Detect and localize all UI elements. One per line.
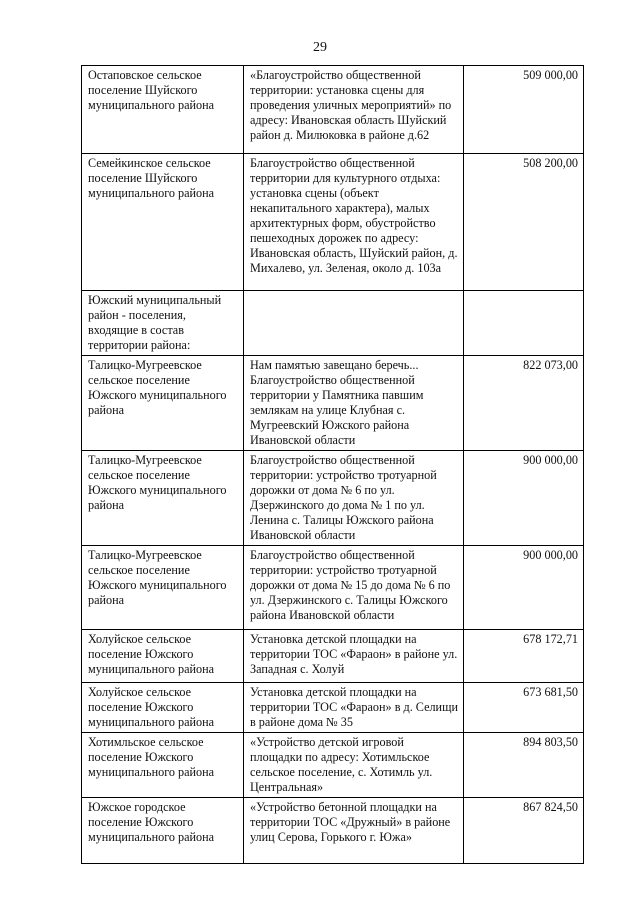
table-row (82, 546, 584, 630)
table-row (82, 291, 584, 356)
table-row (82, 798, 584, 864)
table-row (82, 733, 584, 798)
municipality-cell: Остаповское сельское поселение Шуйского муниципального района (82, 66, 244, 154)
amount-cell: 894 803,50 (464, 733, 584, 798)
amount-cell: 867 824,50 (464, 798, 584, 864)
project-cell: Нам памятью завещано беречь... Благоустройство общественной территории у Памятника павшим землякам на улице Клубная с. Мугреевский Южского района Ивановской области (244, 356, 464, 451)
amount-cell: 678 172,71 (464, 630, 584, 683)
amount-cell: 900 000,00 (464, 546, 584, 630)
amount-cell: 673 681,50 (464, 683, 584, 733)
municipality-cell: Талицко-Мугреевское сельское поселение Южского муниципального района (82, 546, 244, 630)
municipality-cell: Семейкинское сельское поселение Шуйского муниципального района (82, 154, 244, 291)
project-cell: «Устройство детской игровой площадки по адресу: Хотимльское сельское поселение, с. Хотимль ул. Центральная» (244, 733, 464, 798)
municipality-cell: Талицко-Мугреевское сельское поселение Южского муниципального района (82, 451, 244, 546)
page-number: 29 (313, 40, 327, 55)
project-cell: Благоустройство общественной территории: устройство тротуарной дорожки от дома № 15 до дома № 6 по ул. Дзержинского с. Талицы Южского района Ивановской области (244, 546, 464, 630)
project-cell: Благоустройство общественной территории: устройство тротуарной дорожки от дома № 6 по ул. Дзержинского до дома № 1 по ул. Ленина с. Талицы Южского района Ивановской области (244, 451, 464, 546)
project-cell: «Благоустройство общественной территории: установка сцены для проведения уличных мероприятий» по адресу: Ивановская область Шуйский район д. Милюковка в районе д.62 (244, 66, 464, 154)
budget-table (81, 65, 584, 864)
project-cell: «Устройство бетонной площадки на территории ТОС «Дружный» в районе улиц Серова, Горького г. Южа» (244, 798, 464, 864)
project-cell: Установка детской площадки на территории ТОС «Фараон» в д. Селищи в районе дома № 35 (244, 683, 464, 733)
table-row (82, 356, 584, 451)
amount-cell: 509 000,00 (464, 66, 584, 154)
municipality-cell: Холуйское сельское поселение Южского муниципального района (82, 630, 244, 683)
municipality-cell: Талицко-Мугреевское сельское поселение Южского муниципального района (82, 356, 244, 451)
amount-cell: 900 000,00 (464, 451, 584, 546)
amount-cell: 508 200,00 (464, 154, 584, 291)
municipality-cell: Южский муниципальный район - поселения, входящие в состав территории района: (82, 291, 244, 356)
municipality-cell: Холуйское сельское поселение Южского муниципального района (82, 683, 244, 733)
amount-cell: 822 073,00 (464, 356, 584, 451)
project-cell: Установка детской площадки на территории ТОС «Фараон» в районе ул. Западная с. Холуй (244, 630, 464, 683)
municipality-cell: Южское городское поселение Южского муниципального района (82, 798, 244, 864)
municipality-cell: Хотимльское сельское поселение Южского муниципального района (82, 733, 244, 798)
table-row (82, 66, 584, 154)
table-row (82, 451, 584, 546)
amount-cell (464, 291, 584, 356)
table-row (82, 683, 584, 733)
table-row (82, 154, 584, 291)
project-cell (244, 291, 464, 356)
project-cell: Благоустройство общественной территории для культурного отдыха: установка сцены (объект некапитального характера), малых архитектурных форм, обустройство пешеходных дорожек по адресу: Ивановская область, Шуйский район, д. Михалево, ул. Зеленая, около д. 103а (244, 154, 464, 291)
table-row (82, 630, 584, 683)
